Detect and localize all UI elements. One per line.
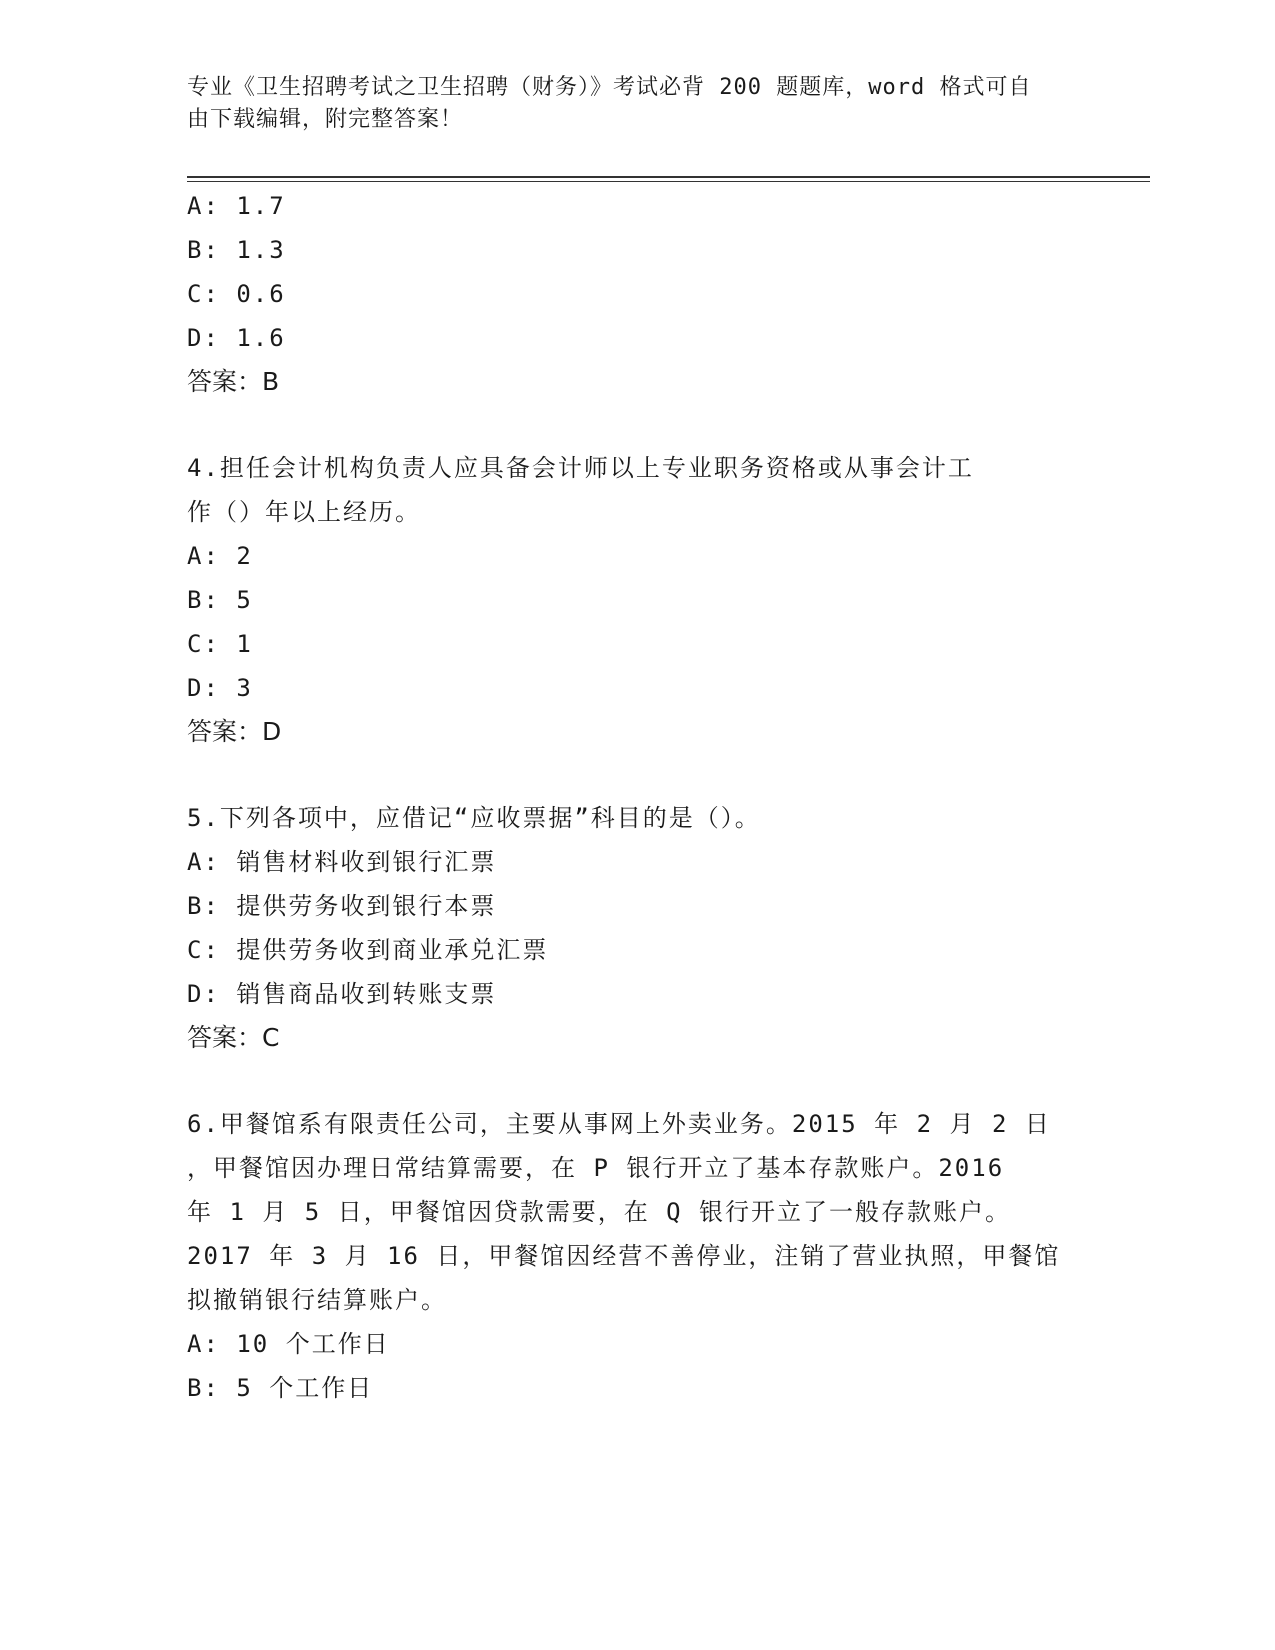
- q5-stem-line-1: 5.下列各项中，应借记“应收票据”科目的是（）。: [187, 804, 761, 832]
- q4-option-c: C: 1: [187, 630, 253, 658]
- q3-option-c: C: 0.6: [187, 280, 286, 308]
- q6-stem-line-5: 拟撤销银行结算账户。: [187, 1286, 447, 1314]
- q5-option-c: C: 提供劳务收到商业承兑汇票: [187, 936, 549, 964]
- q4-stem-line-1: 4.担任会计机构负责人应具备会计师以上专业职务资格或从事会计工: [187, 454, 974, 482]
- q6-stem-line-1: 6.甲餐馆系有限责任公司，主要从事网上外卖业务。2015 年 2 月 2 日: [187, 1110, 1051, 1138]
- q4-option-a: A: 2: [187, 542, 253, 570]
- q4-option-d: D: 3: [187, 674, 253, 702]
- header-divider-thin: [187, 181, 1150, 182]
- q6-stem-line-2: ，甲餐馆因办理日常结算需要，在 P 银行开立了基本存款账户。2016: [187, 1154, 1005, 1182]
- q6-option-a: A: 10 个工作日: [187, 1330, 390, 1358]
- header-title-line-2: 由下载编辑，附完整答案！: [187, 107, 464, 132]
- q5-option-d: D: 销售商品收到转账支票: [187, 980, 497, 1008]
- q3-option-d: D: 1.6: [187, 324, 286, 352]
- header-title-line-1: 专业《卫生招聘考试之卫生招聘（财务）》考试必背 200 题题库，word 格式可自: [187, 75, 1032, 100]
- q6-option-b: B: 5 个工作日: [187, 1374, 374, 1402]
- q3-option-a: A: 1.7: [187, 192, 286, 220]
- q4-option-b: B: 5: [187, 586, 253, 614]
- q5-option-b: B: 提供劳务收到银行本票: [187, 892, 497, 920]
- q6-stem-line-4: 2017 年 3 月 16 日，甲餐馆因经营不善停业，注销了营业执照，甲餐馆: [187, 1242, 1061, 1270]
- q4-stem-line-2: 作（）年以上经历。: [187, 498, 421, 526]
- document-header: [187, 72, 1087, 136]
- q6-stem-line-3: 年 1 月 5 日，甲餐馆因贷款需要，在 Q 银行开立了一般存款账户。: [187, 1198, 1012, 1226]
- q5-answer: 答案：C: [187, 1023, 280, 1052]
- q5-option-a: A: 销售材料收到银行汇票: [187, 848, 497, 876]
- header-divider-thick: [187, 176, 1150, 178]
- q3-answer: 答案：B: [187, 367, 280, 396]
- q4-answer: 答案：D: [187, 717, 282, 746]
- q3-option-b: B: 1.3: [187, 236, 286, 264]
